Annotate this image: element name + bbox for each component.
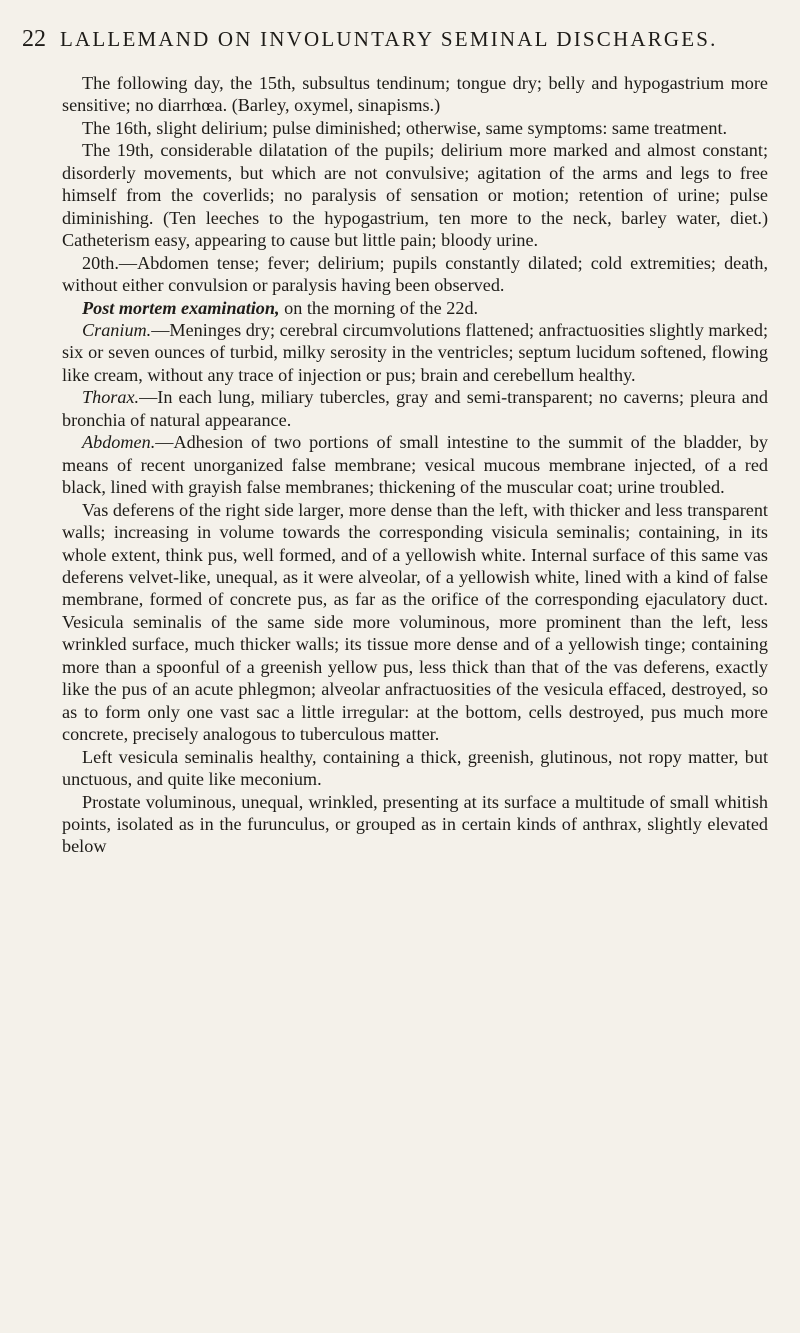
paragraph-thorax: [62, 386, 768, 431]
post-mortem-text: on the morning of the 22d.: [279, 297, 479, 318]
paragraph-abdomen: [62, 431, 768, 498]
paragraph-19th: The 19th, considerable dilatation of the pupils; delirium more marked and almost constant; disorderly movements, but which are not convulsive; agitation of the arms and legs to free himself from the coverlids; no paralysis of sensation or motion; retention of urine; pulse diminishing. (Ten leeches to the hypogastrium, ten more to the neck, barley water, diet.) Catheterism easy, appearing to cause but little pain; bloody urine.: [62, 140, 768, 251]
paragraph-prostate: Prostate voluminous, unequal, wrinkled, presenting at its surface a multitude of small whitish points, isolated as in the furunculus, or grouped as in certain kinds of anthrax, slightly elevated below: [62, 791, 768, 857]
paragraph-cranium: [62, 319, 768, 386]
page-body: [62, 72, 768, 858]
post-mortem-heading: Post mortem examination,: [82, 297, 280, 318]
paragraph-post-mortem: [62, 297, 768, 319]
thorax-heading: Thorax.: [82, 387, 140, 408]
abdomen-heading: Abdomen.: [82, 432, 156, 453]
paragraph-20th: 20th.—Abdomen tense; fever; delirium; pupils constantly dilated; cold extremities; death, without either convulsion or paralysis having been observed.: [62, 252, 768, 296]
running-title: LALLEMAND ON INVOLUNTARY SEMINAL DISCHARGES.: [60, 27, 718, 51]
paragraph-left-vesicula: Left vesicula seminalis healthy, containing a thick, greenish, glutinous, not ropy matter, but unctuous, and quite like meconium.: [62, 746, 768, 790]
cranium-text: —Meninges dry; cerebral circumvolutions flattened; anfractuosities slightly marked; six or seven ounces of turbid, milky serosity in the ventricles; septum lucidum softened, flowing like cream, without any trace of injection or pus; brain and cerebellum healthy.: [62, 319, 768, 385]
running-header: [22, 26, 760, 53]
paragraph-16th: The 16th, slight delirium; pulse diminished; otherwise, same symptoms: same treatment.: [82, 117, 728, 138]
thorax-text: —In each lung, miliary tubercles, gray and semi-transparent; no caverns; pleura and bronchia of natural appearance.: [62, 387, 768, 430]
abdomen-text: —Adhesion of two portions of small intestine to the summit of the bladder, by means of recent unorganized false membrane; vesical mucous membrane injected, of a red black, lined with grayish false membranes; thickening of the muscular coat; urine troubled.: [62, 432, 768, 498]
page-number: 22: [22, 26, 46, 52]
cranium-heading: Cranium.: [82, 319, 152, 340]
paragraph-vas-deferens: Vas deferens of the right side larger, more dense than the left, with thicker and less transparent walls; increasing in volume towards the corresponding visicula seminalis; containing, in its whole extent, think pus, well formed, and of a yellowish white. Internal surface of this same vas deferens velvet-like, unequal, as it were alveolar, of a yellowish white, lined with a kind of false membrane, formed of concrete pus, as far as the orifice of the corresponding ejaculatory duct. Vesicula seminalis of the same side more voluminous, more prominent than the left, less wrinkled surface, much thicker walls; its tissue more dense and of a yellowish tinge; containing more than a spoonful of a greenish yellow pus, less thick than that of the vas deferens, exactly like the pus of an acute phlegmon; alveolar anfractuosities of the vesicula effaced, destroyed, so as to form only one vast sac a little irregular: at the bottom, cells destroyed, pus much more concrete, precisely analogous to tuberculous matter.: [62, 499, 768, 745]
paragraph-15th: The following day, the 15th, subsultus tendinum; tongue dry; belly and hypogastrium more sensitive; no diarrhœa. (Barley, oxymel, sinapisms.): [62, 73, 768, 116]
